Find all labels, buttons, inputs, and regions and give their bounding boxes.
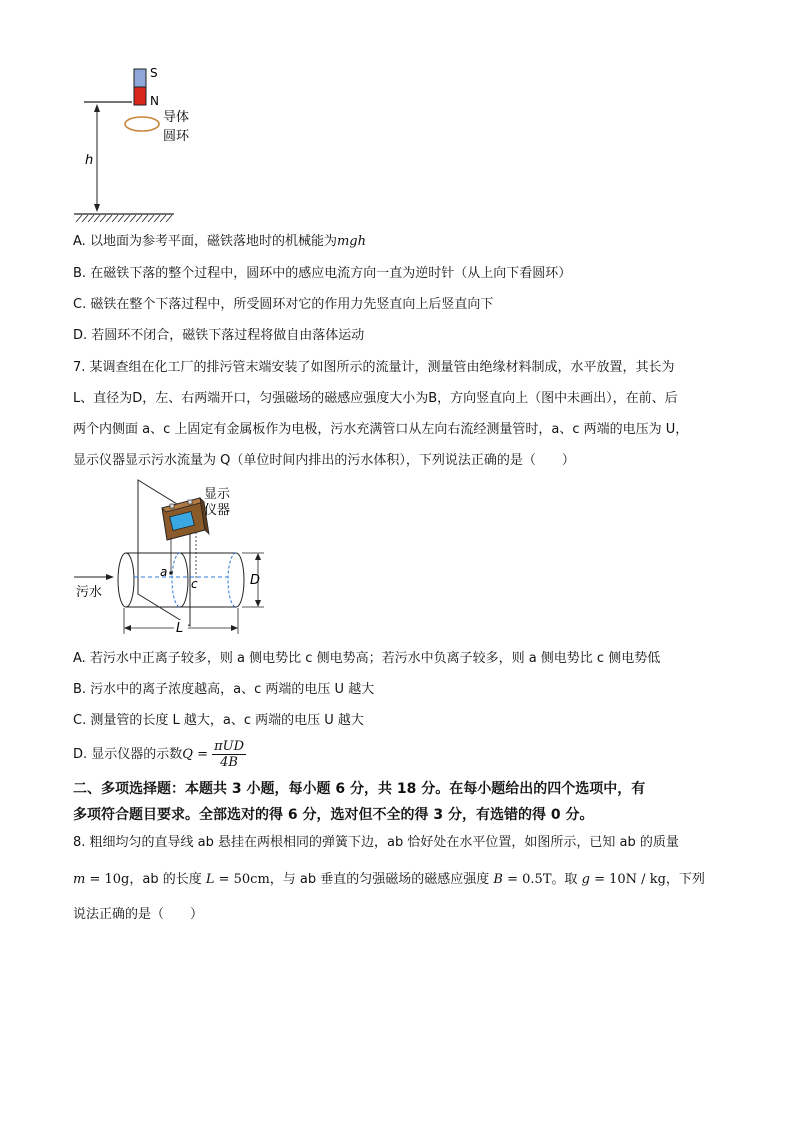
section2-header-line-2: 多项符合题目要求。全部选对的得 6 分，选对但不全的得 3 分，有选错的得 0 分。 xyxy=(73,807,594,823)
q7-option-c: C. 测量管的长度 L 越大，a、c 两端的电压 U 越大 xyxy=(73,713,364,728)
label-c: c xyxy=(191,577,198,591)
formula-fraction: $\frac{\text{πUD}}{4B}$ xyxy=(214,739,245,770)
conductor-ring xyxy=(125,117,159,131)
label-n: N xyxy=(150,94,159,108)
q6-option-b: B. 在磁铁下落的整个过程中，圆环中的感应电流方向一直为逆时针（从上向下看圆环） xyxy=(73,266,572,281)
figure-flow-meter xyxy=(70,478,280,640)
label-ring-2: 圆环 xyxy=(163,129,190,144)
label-D: D xyxy=(250,573,261,588)
label-h: h xyxy=(85,153,94,168)
q8-stem-line-3: 说法正确的是（ ） xyxy=(73,907,204,922)
label-display-1: 显示 xyxy=(204,487,231,502)
label-display-2: 仪器 xyxy=(204,503,231,518)
q7-stem-line-4: 显示仪器显示污水流量为 Q（单位时间内排出的污水体积），下列说法正确的是（ ） xyxy=(73,453,575,468)
label-s: S xyxy=(150,66,158,80)
q6-option-a: A. 以地面为参考平面，磁铁落地时的机械能为mgh xyxy=(73,234,366,249)
figure-magnet-ring xyxy=(70,64,210,226)
q6-option-d: D. 若圆环不闭合，磁铁下落过程将做自由落体运动 xyxy=(73,328,365,343)
label-a: a xyxy=(160,565,168,579)
q7-option-b: B. 污水中的离子浓度越高，a、c 两端的电压 U 越大 xyxy=(73,682,375,697)
q7-stem-line-2: L、直径为D，左、右两端开口，匀强磁场的磁感应强度大小为B，方向竖直向上（图中未画出），在前、后 xyxy=(73,391,678,406)
q7-stem-line-1: 7. 某调查组在化工厂的排污管末端安装了如图所示的流量计，测量管由绝缘材料制成，水平放置，其长为 xyxy=(73,360,675,375)
q7-option-a: A. 若污水中正离子较多，则 a 侧电势比 c 侧电势高；若污水中负离子较多，则 a 侧电势比 c 侧电势低 xyxy=(73,651,661,666)
section2-header-line-1: 二、多项选择题：本题共 3 小题，每小题 6 分，共 18 分。在每小题给出的四个选项中，有 xyxy=(73,781,646,797)
display-instrument xyxy=(162,498,209,540)
q6-option-c: C. 磁铁在整个下落过程中，所受圆环对它的作用力先竖直向上后竖直向下 xyxy=(73,297,494,312)
magnet-north-pole xyxy=(134,87,146,105)
q8-stem-line-2: m = 10g，ab 的长度 L = 50cm，与 ab 垂直的匀强磁场的磁感应强度 B = 0.5T。取 g = 10N / kg，下列 xyxy=(73,872,705,887)
label-sewage: 污水 xyxy=(76,585,103,600)
q8-stem-line-1: 8. 粗细均匀的直导线 ab 悬挂在两根相同的弹簧下边，ab 恰好处在水平位置，如图所示，已知 ab 的质量 xyxy=(73,835,679,850)
magnet-south-pole xyxy=(134,69,146,87)
q7-stem-line-3: 两个内侧面 a、c 上固定有金属板作为电极，污水充满管口从左向右流经测量管时，a、c 两端的电压为 U， xyxy=(73,422,689,437)
label-ring-1: 导体 xyxy=(163,110,190,125)
label-L: L xyxy=(176,621,184,636)
q7-option-d: D. 显示仪器的示数Q = $\frac{\text{πUD}}{4B}$ xyxy=(73,739,245,770)
